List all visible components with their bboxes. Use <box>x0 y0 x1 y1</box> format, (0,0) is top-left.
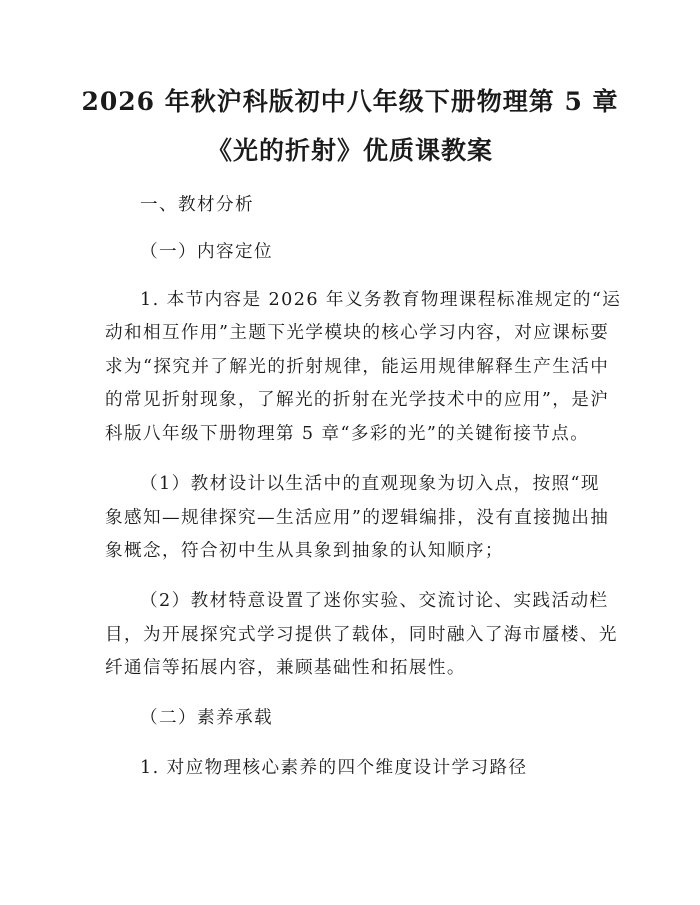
paragraph-3-line-2: 目，为开展探究式学习提供了载体，同时融入了海市蜃楼、光 <box>105 625 618 645</box>
paragraph-1-line-2: 动和相互作用”主题下光学模块的核心学习内容，对应课标要 <box>105 323 610 343</box>
paragraph-4-line-1: 1. 对应物理核心素养的四个维度设计学习路径 <box>140 758 528 778</box>
section-heading-teaching-material-analysis: 一、教材分析 <box>140 195 254 215</box>
paragraph-2-line-2: 象感知—规律探究—生活应用”的逻辑编排，没有直接抛出抽 <box>105 508 610 528</box>
paragraph-1-line-4: 的常见折射现象，了解光的折射在光学技术中的应用”，是沪 <box>105 390 610 410</box>
document-title-line-2: 《光的折射》优质课教案 <box>206 136 493 165</box>
paragraph-2-line-3: 象概念，符合初中生从具象到抽象的认知顺序； <box>105 541 504 561</box>
document-title-line-1: 2026 年秋沪科版初中八年级下册物理第 5 章 <box>81 87 619 116</box>
subsection-heading-literacy: （二）素养承载 <box>140 708 273 728</box>
paragraph-3-line-1: （2）教材特意设置了迷你实验、交流讨论、实践活动栏 <box>140 591 609 611</box>
paragraph-1-line-3: 求为“探究并了解光的折射规律，能运用规律解释生产生活中 <box>105 357 610 377</box>
paragraph-3-line-3: 纤通信等拓展内容，兼顾基础性和拓展性。 <box>105 658 466 678</box>
paragraph-1-line-1: 1. 本节内容是 2026 年义务教育物理课程标准规定的“运 <box>140 290 622 310</box>
paragraph-2-line-1: （1）教材设计以生活中的直观现象为切入点，按照“现 <box>140 474 600 494</box>
paragraph-1-line-5: 科版八年级下册物理第 5 章“多彩的光”的关键衔接节点。 <box>105 424 590 444</box>
subsection-heading-content-positioning: （一）内容定位 <box>140 242 273 262</box>
